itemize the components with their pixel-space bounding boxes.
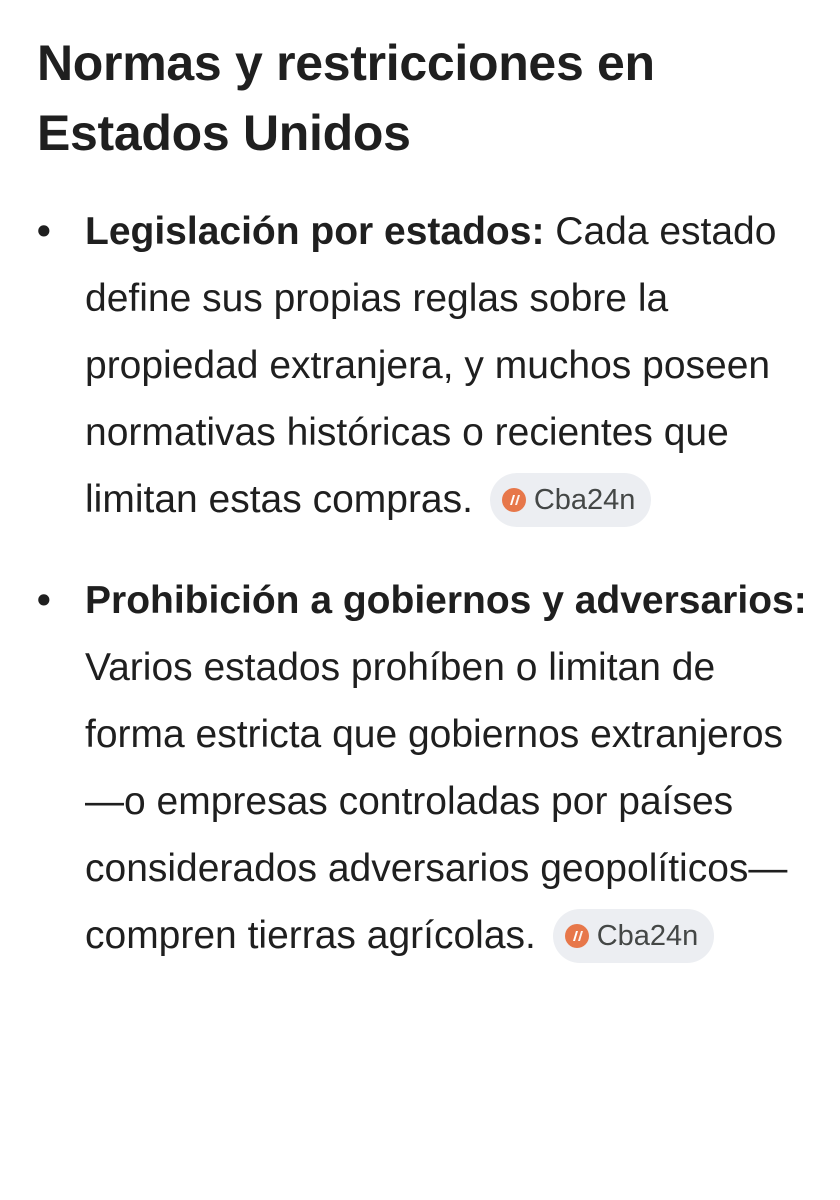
source-label: Cba24n [533, 483, 636, 516]
list-item [37, 567, 807, 969]
source-label: Cba24n [596, 919, 699, 952]
item-text: Varios estados prohíben o limitan de forma estricta que gobiernos extranjeros —o empresas controladas por países considerados adversarios geopolíticos— compren tierras agrícolas. [85, 646, 788, 957]
bullet-marker: • [37, 210, 51, 253]
bullet-marker: • [37, 579, 51, 622]
list-item [37, 198, 807, 533]
item-title: Legislación por estados: [85, 210, 545, 253]
page-title: Normas y restricciones en Estados Unidos [37, 35, 655, 161]
item-title: Prohibición a gobiernos y adversarios: [85, 579, 807, 622]
bullet-list [37, 198, 807, 969]
cba24n-logo-icon [502, 488, 526, 512]
source-chip[interactable] [553, 909, 715, 963]
cba24n-logo-icon [565, 924, 589, 948]
source-chip[interactable] [490, 473, 652, 527]
item-text: Cada estado define sus propias reglas sobre la propiedad extranjera, y muchos poseen normativas históricas o recientes que limitan estas compras. [85, 210, 777, 521]
content [37, 28, 807, 969]
